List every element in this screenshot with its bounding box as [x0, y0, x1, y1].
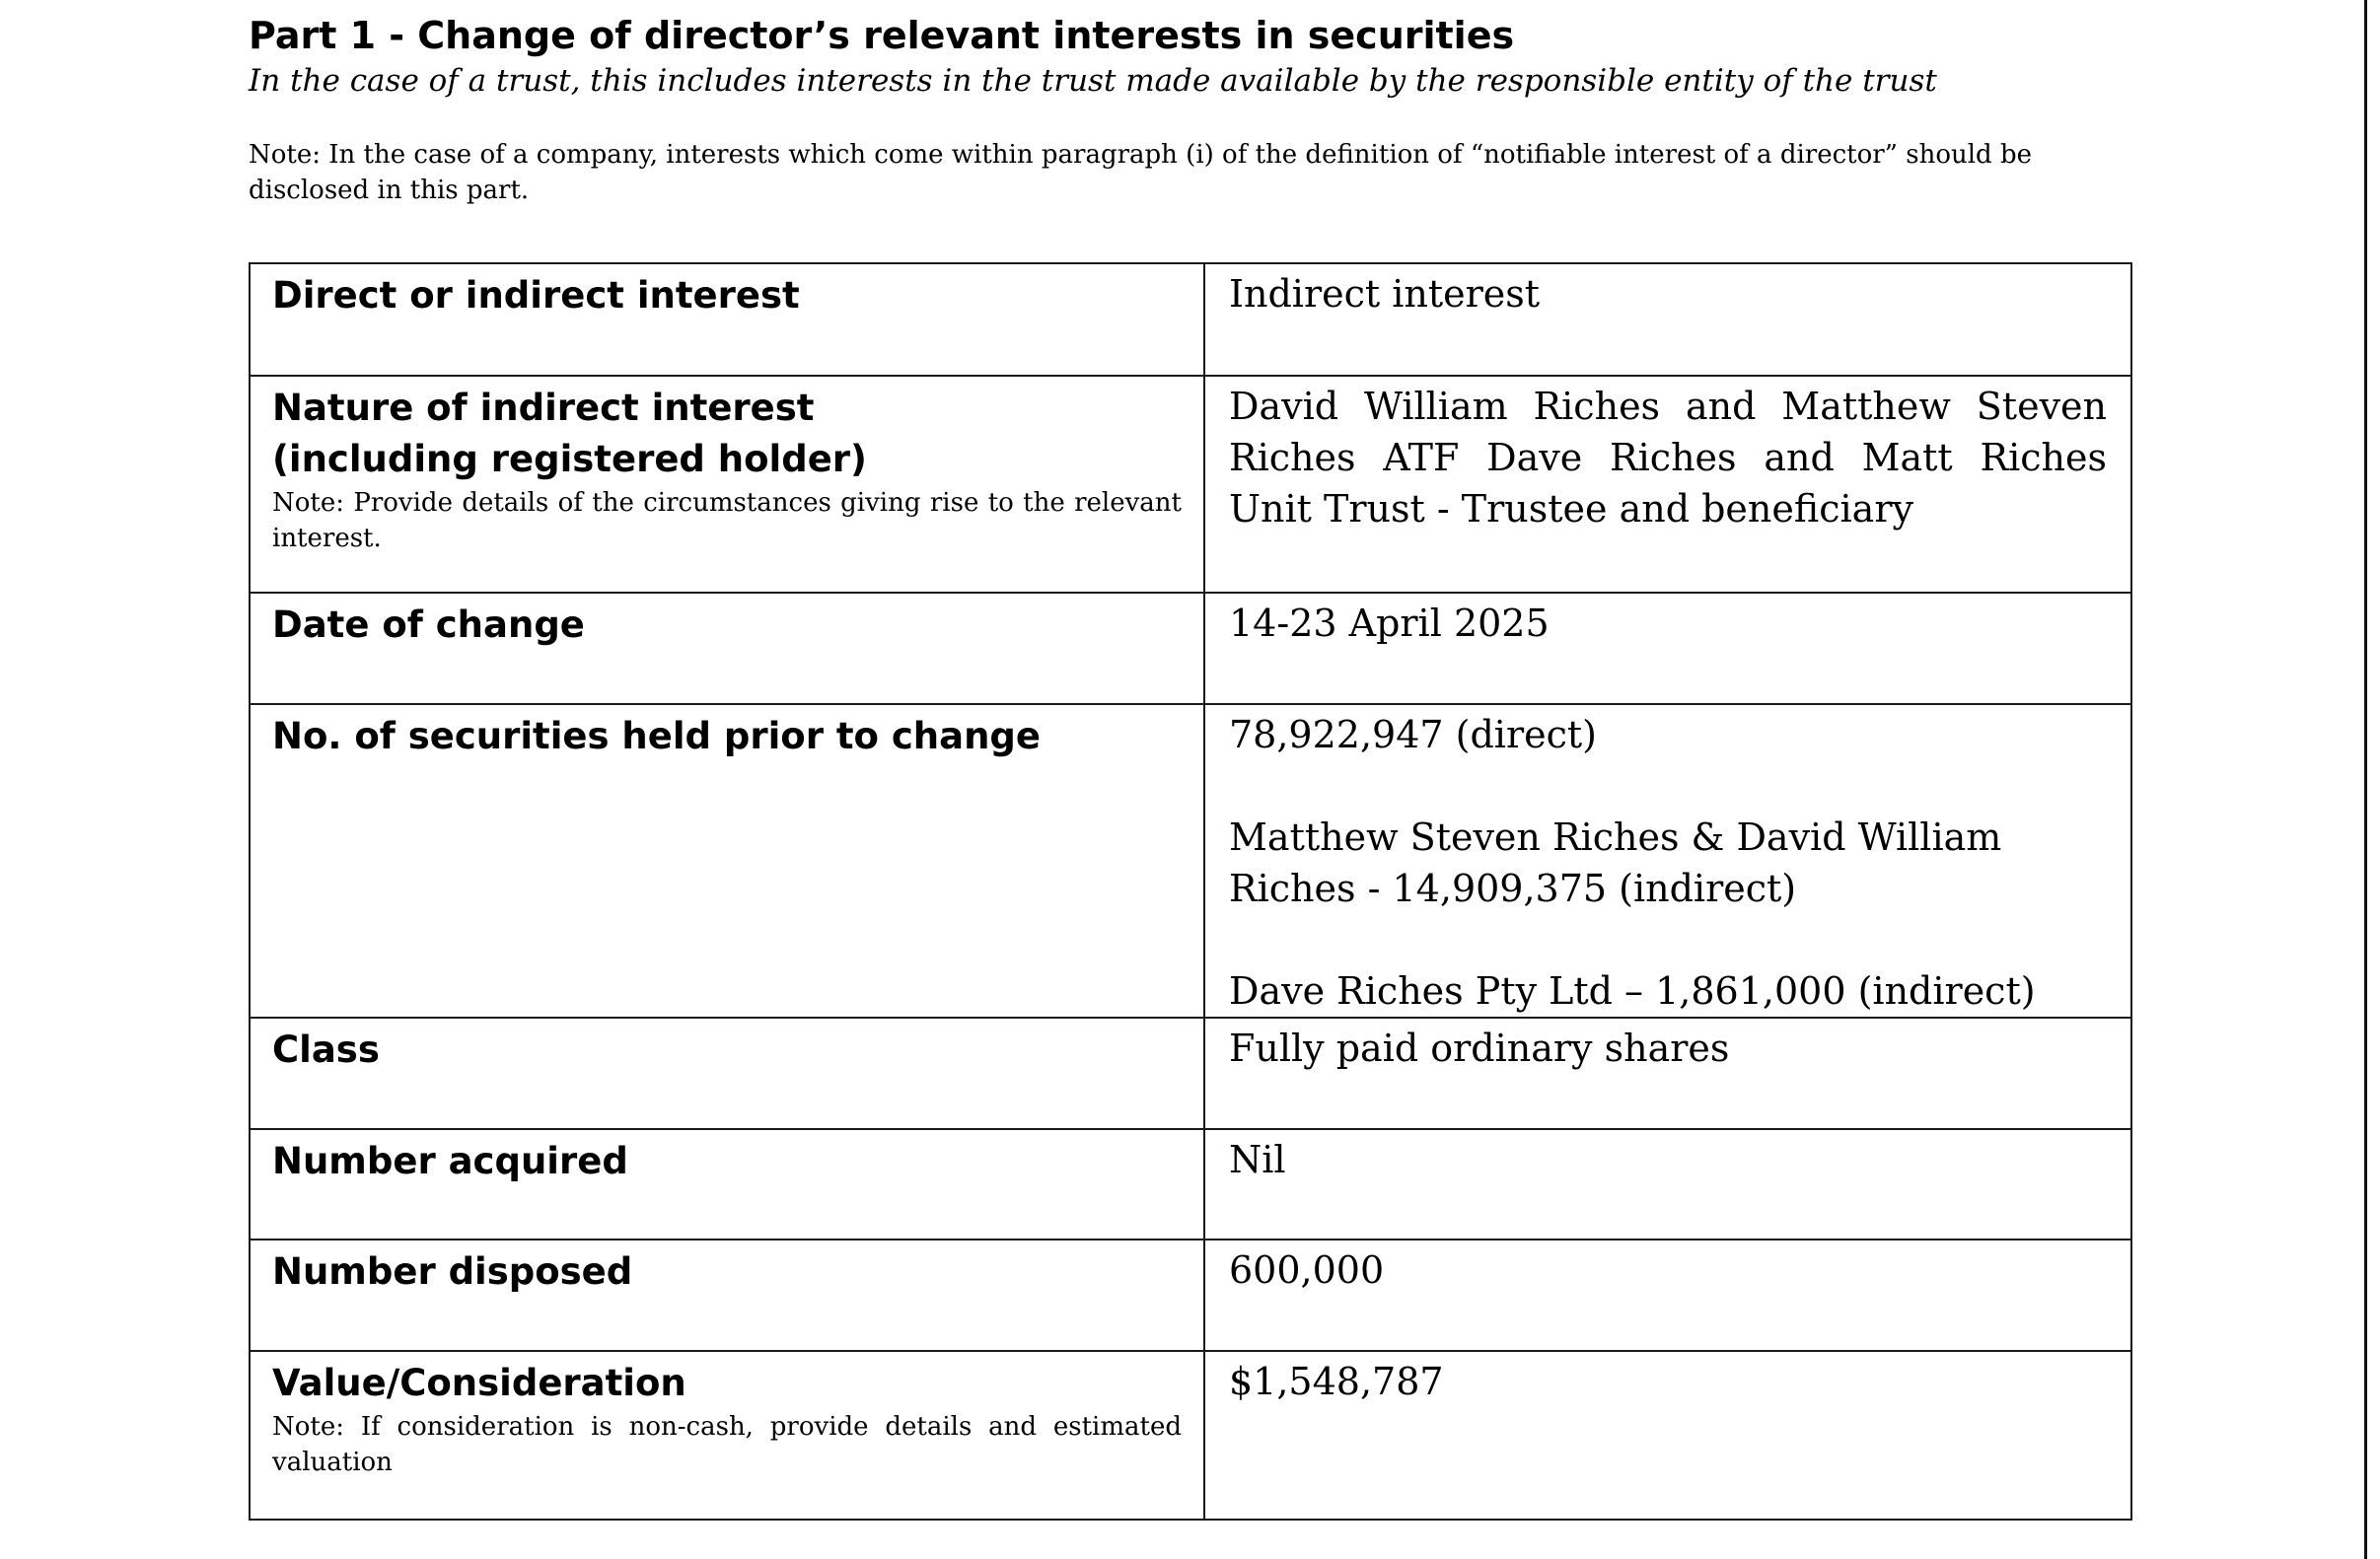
- table-row: [250, 1129, 2131, 1240]
- label-cell: [250, 376, 1204, 593]
- label-cell: [250, 704, 1204, 1018]
- part-heading: Part 1 - Change of director’s relevant interests in securities: [249, 14, 1515, 57]
- row-value-class: Fully paid ordinary shares: [1229, 1027, 1730, 1070]
- row-label-nature-line1: Nature of indirect interest: [272, 387, 815, 429]
- row-value-nature: David William Riches and Matthew Steven Riches ATF Dave Riches and Matt Riches Unit Trust - Trustee and beneficiary: [1229, 385, 2107, 531]
- row-label-nature-line2: (including registered holder): [272, 438, 867, 480]
- value-cell: [1204, 376, 2131, 593]
- value-cell: [1204, 1129, 2131, 1240]
- row-value-securities-indirect-2: Dave Riches Pty Ltd – 1,861,000 (indirect): [1229, 969, 2036, 1013]
- row-note-nature: Note: Provide details of the circumstances giving rise to the relevant interest.: [272, 488, 1182, 553]
- row-value-date-of-change: 14-23 April 2025: [1229, 602, 1550, 645]
- row-value-value-consideration: $1,548,787: [1229, 1360, 1444, 1403]
- table-row: [250, 376, 2131, 593]
- value-cell: [1204, 593, 2131, 704]
- row-value-securities-indirect-1: Matthew Steven Riches & David William Riches - 14,909,375 (indirect): [1229, 815, 2002, 910]
- table-row: [250, 704, 2131, 1018]
- row-label-number-acquired: Number acquired: [272, 1140, 628, 1182]
- value-cell: [1204, 1018, 2131, 1129]
- value-cell: [1204, 1240, 2131, 1351]
- row-label-value-consideration: Value/Consideration: [272, 1362, 686, 1404]
- label-cell: [250, 593, 1204, 704]
- row-value-number-acquired: Nil: [1229, 1138, 1286, 1181]
- label-cell: [250, 1240, 1204, 1351]
- table-row: [250, 593, 2131, 704]
- row-value-number-disposed: 600,000: [1229, 1248, 1385, 1292]
- label-cell: [250, 1351, 1204, 1520]
- value-cell: [1204, 263, 2131, 376]
- value-cell: [1204, 1351, 2131, 1520]
- row-label-date-of-change: Date of change: [272, 603, 585, 646]
- label-cell: [250, 1129, 1204, 1240]
- table-row: [250, 263, 2131, 376]
- table-row: [250, 1240, 2131, 1351]
- row-value-securities-direct: 78,922,947 (direct): [1229, 713, 1597, 756]
- label-cell: [250, 1018, 1204, 1129]
- row-note-value-consideration: Note: If consideration is non-cash, provide details and estimated valuation: [272, 1412, 1182, 1477]
- part-subheading: In the case of a trust, this includes interests in the trust made available by the responsible entity of the trust: [249, 63, 1937, 99]
- document-page: [249, 0, 2132, 1559]
- value-cell: [1204, 704, 2131, 1018]
- table-row: [250, 1018, 2131, 1129]
- table-row: [250, 1351, 2131, 1520]
- label-cell: [250, 263, 1204, 376]
- interest-table: [249, 262, 2132, 1521]
- page-edge-divider: [2364, 0, 2367, 1559]
- row-label-direct-indirect: Direct or indirect interest: [272, 274, 800, 317]
- row-label-class: Class: [272, 1028, 380, 1071]
- row-label-number-disposed: Number disposed: [272, 1250, 633, 1293]
- part-note: Note: In the case of a company, interests which come within paragraph (i) of the definition of “notifiable interest of a director” should be disclosed in this part.: [249, 140, 2032, 205]
- row-label-securities-prior: No. of securities held prior to change: [272, 715, 1042, 757]
- row-value-direct-indirect: Indirect interest: [1229, 272, 1541, 316]
